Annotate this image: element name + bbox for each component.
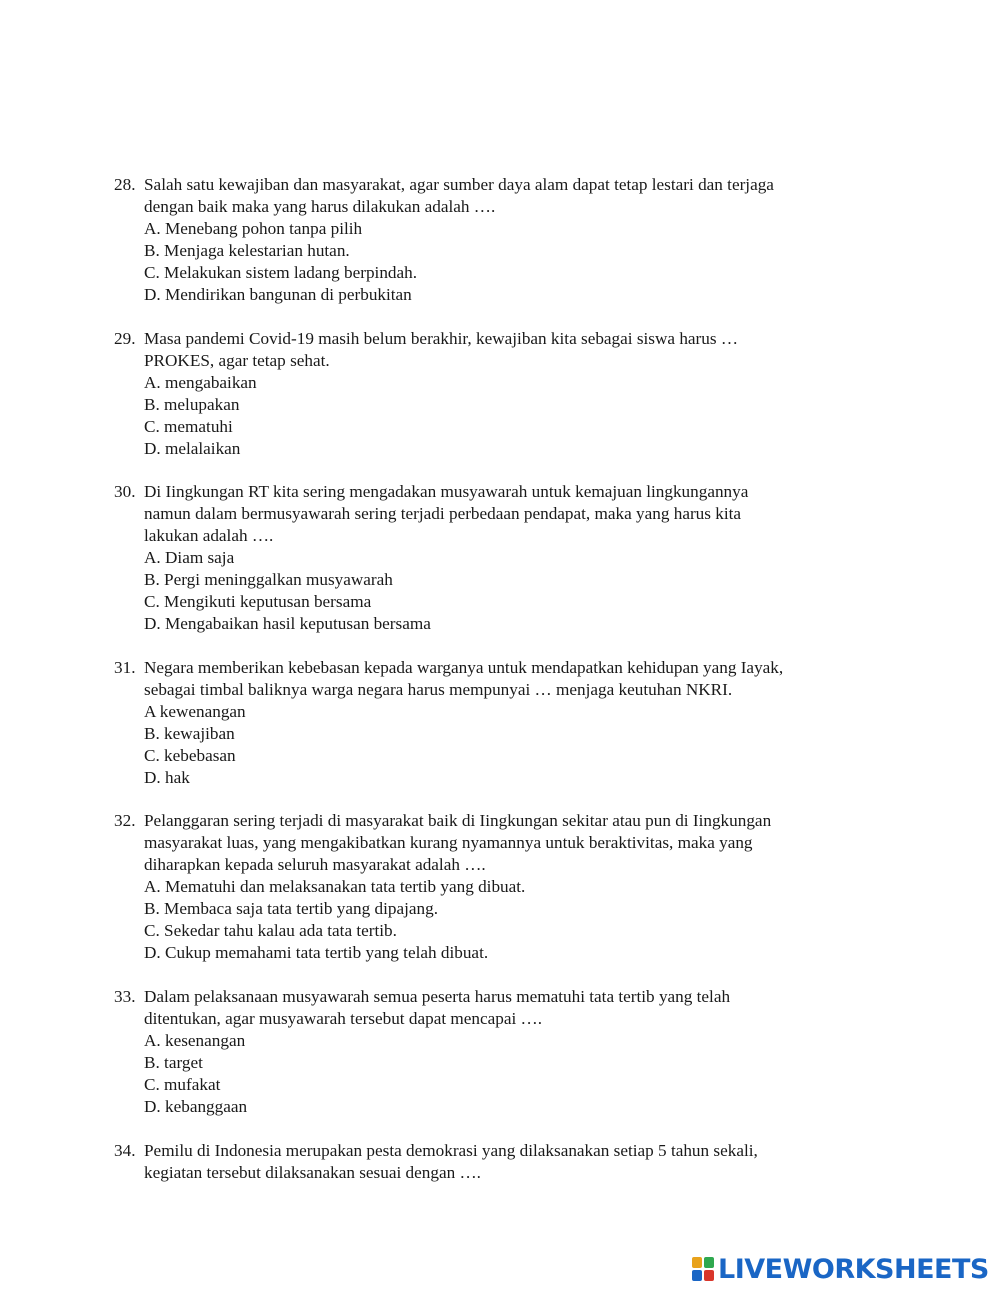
question-number: 33. (114, 987, 136, 1006)
question-text-line: kegiatan tersebut dilaksanakan sesuai dengan …. (144, 1163, 481, 1182)
answer-option-a: A kewenangan (144, 702, 246, 721)
question-text-line: Masa pandemi Covid-19 masih belum berakhir, kewajiban kita sebagai siswa harus … (144, 329, 739, 348)
answer-option-c: C. kebebasan (144, 746, 236, 765)
question-text-line: Pelanggaran sering terjadi di masyarakat baik di Iingkungan sekitar atau pun di Iingkungan (144, 811, 772, 830)
logo-tile (692, 1257, 702, 1268)
answer-option-a: A. Menebang pohon tanpa pilih (144, 219, 363, 238)
question-text (144, 481, 874, 547)
question-30 (114, 481, 874, 635)
answer-option-c: C. Mengikuti keputusan bersama (144, 592, 372, 611)
question-text-line: Negara memberikan kebebasan kepada warganya untuk mendapatkan kehidupan yang Iayak, (144, 658, 784, 677)
question-28 (114, 174, 874, 306)
question-text-line: Salah satu kewajiban dan masyarakat, agar sumber daya alam dapat tetap lestari dan terjaga (144, 175, 774, 194)
question-text (144, 1140, 874, 1184)
question-number: 30. (114, 482, 136, 501)
answer-option-b: B. Menjaga kelestarian hutan. (144, 241, 350, 260)
question-number: 28. (114, 175, 136, 194)
answer-option-a: A. Diam saja (144, 548, 235, 567)
answer-option-d: D. Cukup memahami tata tertib yang telah dibuat. (144, 943, 489, 962)
answer-option-c: C. Sekedar tahu kalau ada tata tertib. (144, 921, 397, 940)
question-33 (114, 986, 874, 1118)
question-29 (114, 328, 874, 460)
question-text-line: diharapkan kepada seluruh masyarakat adalah …. (144, 855, 486, 874)
question-text (144, 986, 874, 1030)
answer-option-a: A. Mematuhi dan melaksanakan tata tertib yang dibuat. (144, 877, 526, 896)
answer-option-b: B. Membaca saja tata tertib yang dipajang. (144, 899, 438, 918)
question-text (144, 328, 874, 372)
answer-option-c: C. Melakukan sistem ladang berpindah. (144, 263, 418, 282)
answer-option-c: C. mematuhi (144, 417, 233, 436)
logo-text: LIVEWORKSHEETS (718, 1253, 989, 1285)
question-text-line: masyarakat luas, yang mengakibatkan kurang nyamannya untuk beraktivitas, maka yang (144, 833, 753, 852)
question-text-line: namun dalam bermusyawarah sering terjadi perbedaan pendapat, maka yang harus kita (144, 504, 742, 523)
question-text-line: ditentukan, agar musyawarah tersebut dapat mencapai …. (144, 1009, 543, 1028)
question-32 (114, 810, 874, 964)
logo-tile (692, 1270, 702, 1281)
answer-option-d: D. Mendirikan bangunan di perbukitan (144, 285, 412, 304)
question-number: 32. (114, 811, 136, 830)
question-text (144, 810, 874, 876)
question-31 (114, 657, 874, 789)
logo-mark-icon (692, 1257, 714, 1281)
answer-option-b: B. kewajiban (144, 724, 235, 743)
question-text-line: PROKES, agar tetap sehat. (144, 351, 330, 370)
question-34 (114, 1140, 874, 1184)
question-text-line: Dalam pelaksanaan musyawarah semua peserta harus mematuhi tata tertib yang telah (144, 987, 731, 1006)
question-number: 29. (114, 329, 136, 348)
answer-option-a: A. mengabaikan (144, 373, 257, 392)
answer-option-a: A. kesenangan (144, 1031, 246, 1050)
logo-tile (704, 1257, 714, 1268)
answer-option-c: C. mufakat (144, 1075, 221, 1094)
answer-option-d: D. kebanggaan (144, 1097, 248, 1116)
question-text-line: dengan baik maka yang harus dilakukan adalah …. (144, 197, 496, 216)
answer-option-b: B. target (144, 1053, 203, 1072)
answer-option-d: D. hak (144, 768, 190, 787)
answer-option-d: D. Mengabaikan hasil keputusan bersama (144, 614, 431, 633)
question-text-line: lakukan adalah …. (144, 526, 274, 545)
liveworksheets-logo (692, 1254, 989, 1284)
logo-tile (704, 1270, 714, 1281)
answer-option-b: B. melupakan (144, 395, 240, 414)
question-text (144, 657, 874, 701)
answer-option-d: D. melalaikan (144, 439, 241, 458)
question-text-line: sebagai timbal baliknya warga negara harus mempunyai … menjaga keutuhan NKRI. (144, 680, 733, 699)
question-number: 34. (114, 1141, 136, 1160)
question-number: 31. (114, 658, 136, 677)
question-text (144, 174, 874, 218)
answer-option-b: B. Pergi meninggalkan musyawarah (144, 570, 393, 589)
question-text-line: Di Iingkungan RT kita sering mengadakan musyawarah untuk kemajuan lingkungannya (144, 482, 749, 501)
question-text-line: Pemilu di Indonesia merupakan pesta demokrasi yang dilaksanakan setiap 5 tahun sekali, (144, 1141, 758, 1160)
